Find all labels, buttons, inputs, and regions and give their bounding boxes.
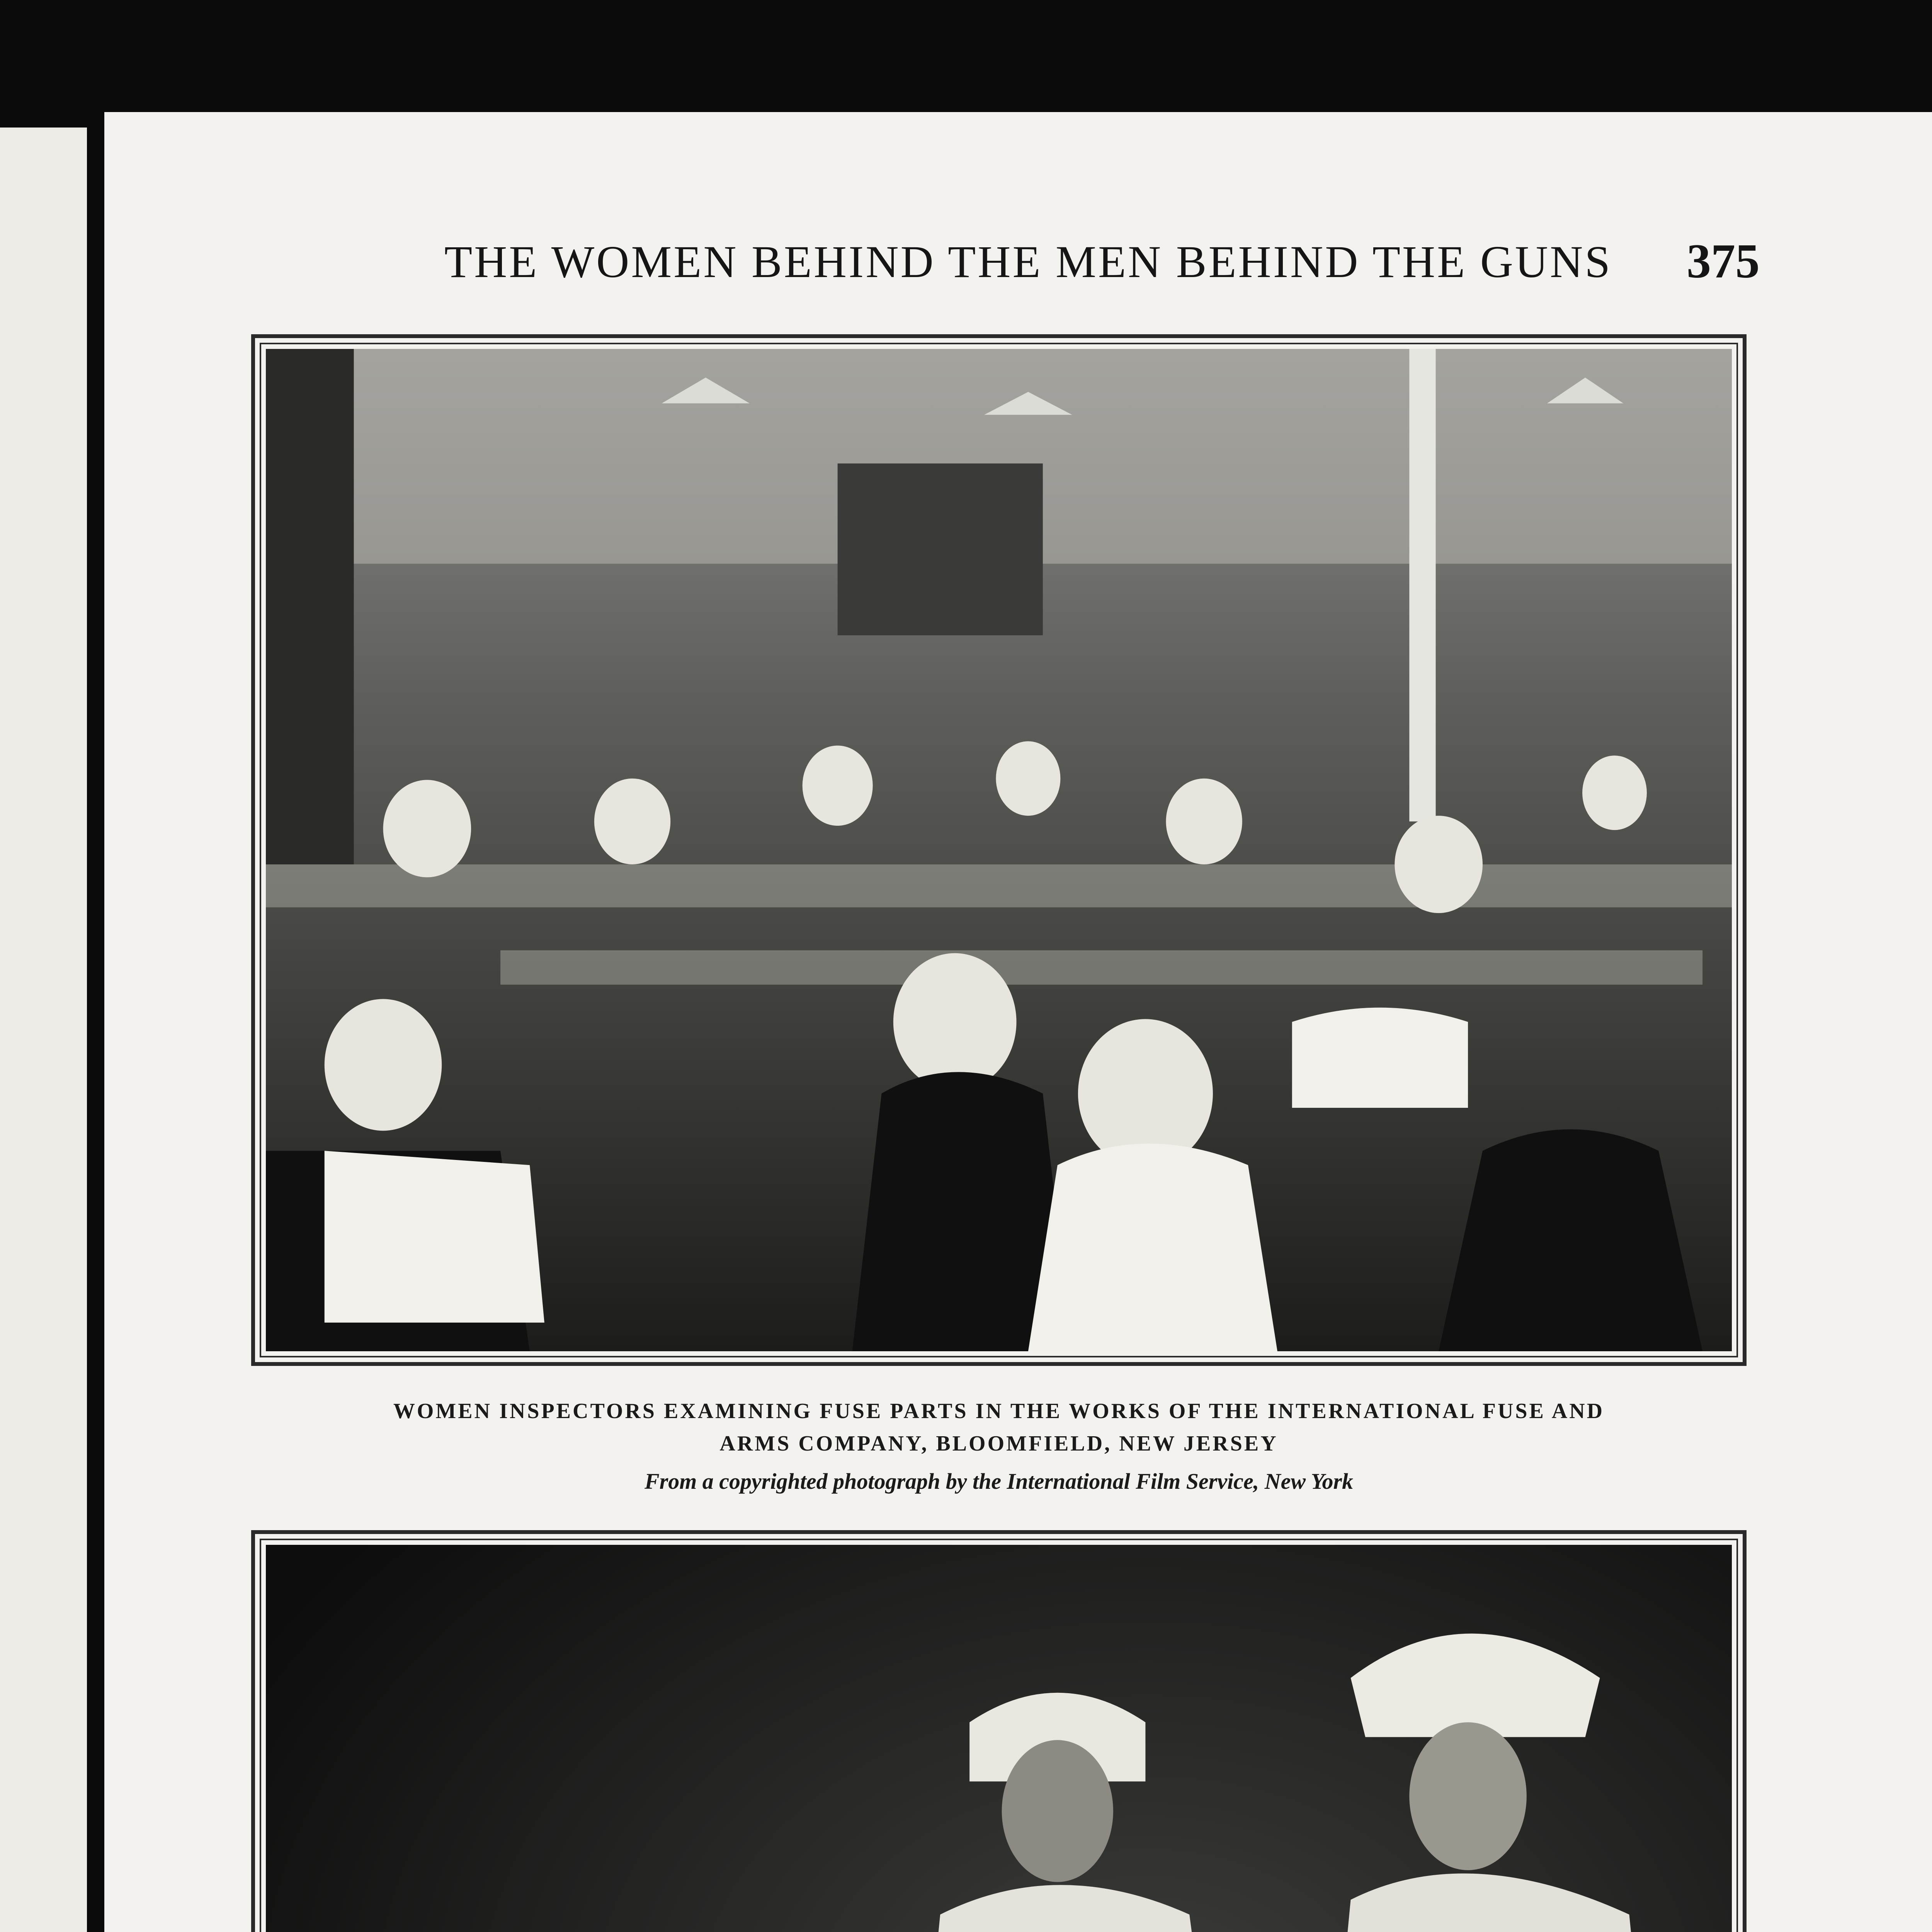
caption-inspectors [240, 1395, 1758, 1460]
photo-fuse-makers-frame [251, 1530, 1747, 1932]
running-title: THE WOMEN BEHIND THE MEN BEHIND THE GUNS [444, 236, 1612, 287]
photo-inspectors [266, 349, 1732, 1351]
page-number: 375 [1687, 235, 1760, 288]
caption-inspectors-line1: WOMEN INSPECTORS EXAMINING FUSE PARTS IN THE WORKS OF THE INTERNATIONAL FUSE AND [393, 1399, 1605, 1423]
photo-credit-inspectors: From a copyrighted photograph by the International Film Service, New York [644, 1469, 1354, 1494]
photo-fuse-makers [266, 1545, 1732, 1932]
facing-page-edge [0, 128, 87, 1932]
photo-inspectors-frame [251, 334, 1747, 1366]
caption-inspectors-line2: ARMS COMPANY, BLOOMFIELD, NEW JERSEY [719, 1432, 1278, 1456]
